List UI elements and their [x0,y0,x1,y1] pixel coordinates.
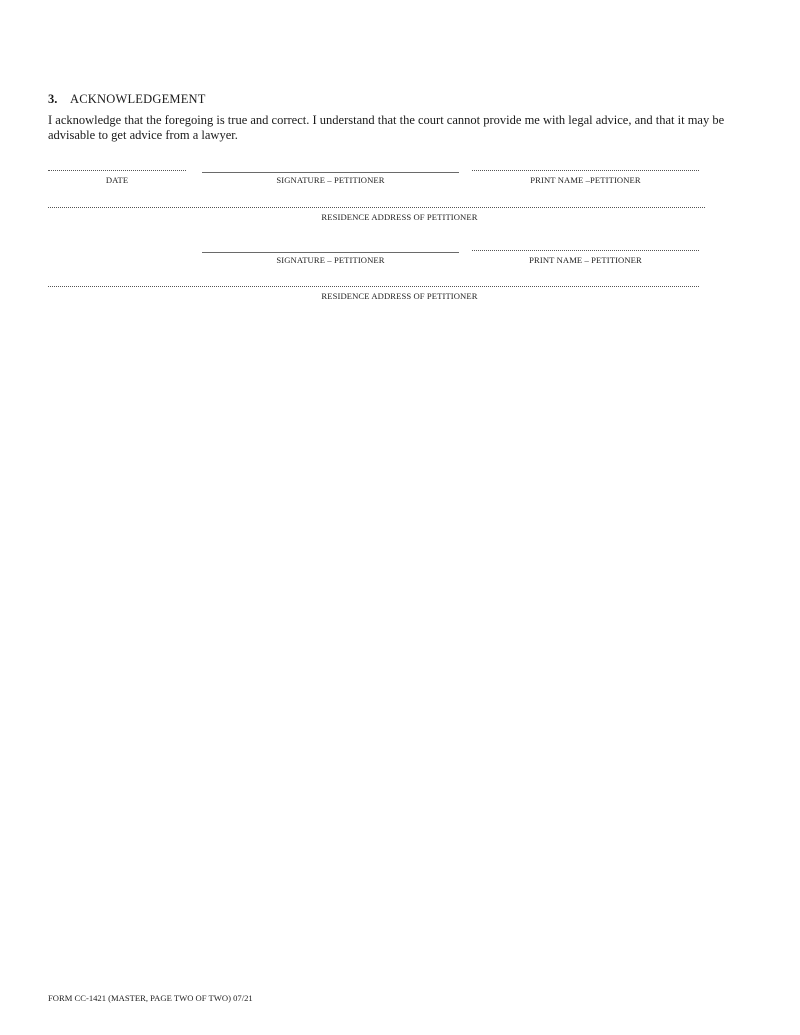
print-name-label-1: PRINT NAME –PETITIONER [530,175,641,185]
signature-field-line-1[interactable] [202,172,459,173]
date-label: DATE [105,175,129,185]
residence-address-label-1: RESIDENCE ADDRESS OF PETITIONER [321,212,478,222]
section-number: 3. [48,92,58,106]
print-name-field-line-1[interactable] [472,170,699,171]
signature-field-line-2[interactable] [202,252,459,253]
print-name-field-line-2[interactable] [472,250,699,251]
residence-address-label-2: RESIDENCE ADDRESS OF PETITIONER [321,291,478,301]
residence-address-field-line-2[interactable] [48,286,699,287]
signature-label-2: SIGNATURE – PETITIONER [276,255,385,265]
signature-label-1: SIGNATURE – PETITIONER [276,175,385,185]
print-name-label-2: PRINT NAME – PETITIONER [529,255,642,265]
acknowledgement-text: I acknowledge that the foregoing is true and correct. I understand that the court cannot provide me with legal advice, and that it may be advisable to get advice from a lawyer. [48,113,725,142]
date-field-line[interactable] [48,170,186,171]
section-heading [48,92,206,107]
form-footer: FORM CC-1421 (MASTER, PAGE TWO OF TWO) 07/21 [48,993,253,1003]
residence-address-field-line-1[interactable] [48,207,705,208]
section-title: ACKNOWLEDGEMENT [70,92,206,106]
